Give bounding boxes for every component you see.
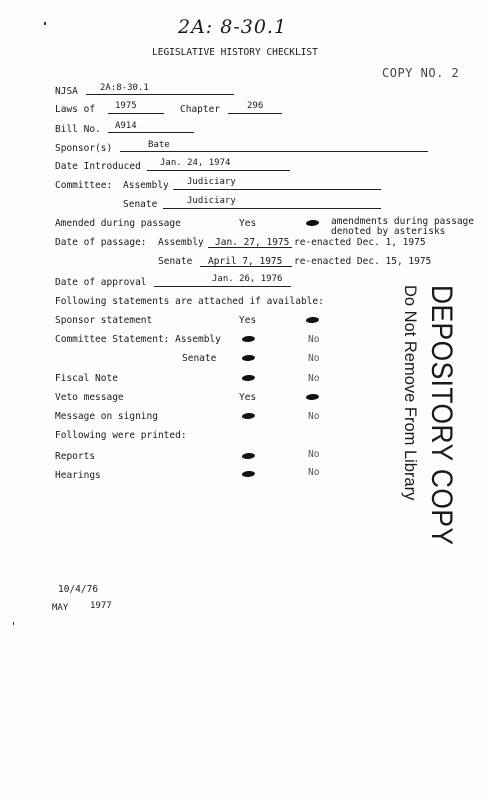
chapter-value: 296 (247, 101, 264, 111)
hearings-yes-blot (242, 471, 255, 478)
passage-senate-reenacted: re-enacted Dec. 15, 1975 (294, 256, 432, 267)
committee-assembly-value: Judiciary (187, 177, 236, 187)
committee-label: Committee: (55, 180, 113, 191)
message-on-signing-label: Message on signing (55, 411, 158, 422)
date-introduced-value: Jan. 24, 1974 (160, 158, 231, 168)
amended-no-blot (306, 220, 319, 227)
committee-senate-label: Senate (123, 199, 158, 210)
depository-stamp-line2: Do Not Remove From Library (401, 285, 420, 501)
committee-statement-senate-no: No (308, 353, 320, 364)
veto-message-label: Veto message (55, 392, 124, 403)
passage-assembly-underline (208, 247, 292, 248)
passage-senate-value: April 7, 1975 (208, 256, 283, 267)
scan-mark-left (13, 622, 14, 625)
njsa-value: 2A:8-30.1 (100, 83, 149, 93)
sponsors-label: Sponsor(s) (55, 143, 113, 154)
committee-statement-senate-yes-blot (242, 355, 255, 362)
reports-no: No (308, 449, 320, 460)
committee-senate-value: Judiciary (187, 196, 236, 206)
reports-label: Reports (55, 451, 96, 462)
hearings-label: Hearings (55, 470, 101, 481)
committee-statement-assembly-no: No (308, 334, 320, 345)
bill-no-value: A914 (115, 121, 137, 131)
reports-yes-blot (242, 453, 255, 460)
fiscal-note-yes-blot (242, 375, 255, 382)
amended-label: Amended during passage (55, 218, 181, 229)
sponsors-underline (120, 151, 428, 152)
amended-note-line1: amendments during passage (331, 216, 474, 227)
copy-number: COPY NO. 2 (382, 66, 460, 80)
footer-date-year: 1977 (90, 601, 112, 611)
fiscal-note-no: No (308, 373, 320, 384)
sponsors-value: Bate (148, 140, 170, 150)
scan-mark-top (44, 22, 46, 25)
amended-yes: Yes (239, 218, 257, 229)
committee-assembly-label: Assembly (123, 180, 169, 191)
passage-senate-label: Senate (158, 256, 193, 267)
fiscal-note-label: Fiscal Note (55, 373, 118, 384)
footer-date-line1: 10/4/76 (58, 584, 99, 595)
amended-note-line2: denoted by asterisks (331, 226, 446, 237)
committee-statement-senate-label: Senate (182, 353, 217, 364)
date-introduced-label: Date Introduced (55, 161, 141, 172)
page-title: LEGISLATIVE HISTORY CHECKLIST (152, 47, 318, 58)
laws-of-label: Laws of (55, 104, 96, 115)
veto-message-yes: Yes (239, 392, 257, 403)
chapter-underline (228, 113, 282, 114)
date-introduced-underline (147, 170, 290, 171)
date-of-approval-value: Jan. 26, 1976 (212, 274, 283, 284)
committee-senate-underline (163, 208, 381, 209)
passage-assembly-label: Assembly (158, 237, 204, 248)
handwritten-statute-number: 2A: 8-30.1 (178, 16, 288, 38)
following-printed-label: Following were printed: (55, 430, 187, 441)
njsa-label: NJSA (55, 86, 78, 97)
message-on-signing-yes-blot (242, 413, 255, 420)
bill-no-label: Bill No. (55, 124, 101, 135)
chapter-label: Chapter (180, 104, 221, 115)
hearings-no: No (308, 467, 320, 478)
committee-assembly-underline (173, 189, 381, 190)
njsa-underline (86, 94, 234, 95)
laws-of-value: 1975 (115, 101, 137, 111)
following-statements-label: Following statements are attached if available: (55, 296, 324, 307)
sponsor-statement-label: Sponsor statement (55, 315, 153, 326)
sponsor-statement-no-blot (306, 317, 319, 324)
depository-stamp (388, 285, 458, 546)
date-of-approval-label: Date of approval (55, 277, 147, 288)
footer-date-month: MAY (52, 603, 69, 613)
depository-stamp-line1: DEPOSITORY COPY (425, 285, 458, 546)
bill-no-underline (108, 132, 194, 133)
sponsor-statement-yes: Yes (239, 315, 257, 326)
date-of-approval-underline (154, 286, 291, 287)
laws-of-underline (108, 113, 164, 114)
message-on-signing-no: No (308, 411, 320, 422)
veto-message-no-blot (306, 394, 319, 401)
passage-assembly-reenacted: re-enacted Dec. 1, 1975 (294, 237, 426, 248)
committee-statement-assembly-label: Committee Statement: Assembly (55, 334, 221, 345)
passage-senate-underline (200, 266, 292, 267)
date-of-passage-label: Date of passage: (55, 237, 147, 248)
passage-assembly-value: Jan. 27, 1975 (215, 237, 290, 248)
committee-statement-assembly-yes-blot (242, 336, 255, 343)
